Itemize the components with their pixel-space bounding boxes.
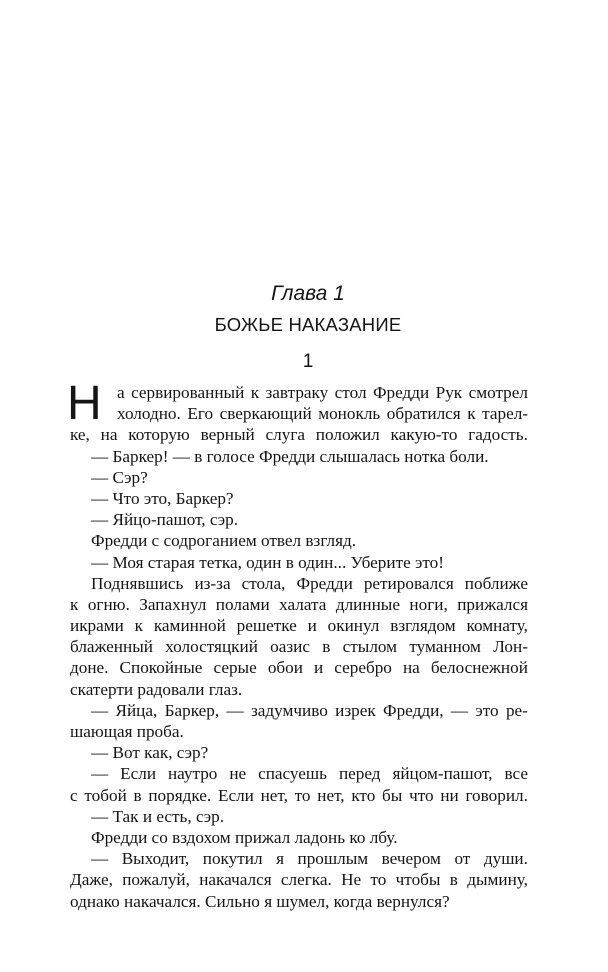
word: то (294, 785, 311, 805)
word: к (134, 616, 144, 636)
word: задумчиво (250, 700, 328, 720)
word: нет, (317, 785, 345, 805)
word: комнату, (466, 616, 528, 636)
word: к (250, 383, 260, 402)
word: прижался (457, 594, 528, 614)
word: икрами (70, 616, 124, 636)
word: белоснежной (430, 658, 528, 678)
word: обои (267, 658, 303, 678)
word: слегка. (280, 870, 332, 890)
word: то (370, 870, 387, 890)
word: вечером (381, 849, 441, 869)
word: ноги, (409, 594, 448, 614)
word: из-за (194, 573, 231, 593)
text-line-14 (70, 657, 528, 678)
word: ре- (505, 700, 528, 720)
word: поближе (464, 573, 528, 593)
word: и (307, 616, 317, 636)
word: Не (341, 870, 362, 890)
word: бы (382, 785, 403, 805)
word: серые (213, 658, 257, 678)
word: Даже, (70, 870, 113, 890)
word: Его (187, 404, 214, 424)
word: сервированный (131, 383, 245, 402)
text-line-16 (70, 700, 528, 721)
word: — (91, 849, 109, 869)
chapter-label: Глава 1 (271, 282, 345, 305)
word: ретировался (363, 573, 454, 593)
text-line-11 (70, 594, 528, 615)
word: решетке (236, 616, 297, 636)
word: которую (128, 425, 190, 445)
word: Выходит, (121, 849, 190, 869)
word: огню. (87, 594, 130, 614)
word: Поднявшись (91, 573, 184, 593)
word: гадость. (468, 425, 528, 445)
word: Фредди, (383, 700, 444, 720)
word: наутро (167, 764, 218, 784)
word: стола, (241, 573, 286, 593)
word: порядке. (148, 785, 212, 805)
word: Фредди (296, 573, 353, 593)
word: чтобы (395, 870, 441, 890)
word: длинные (335, 594, 400, 614)
text-line-4: — Баркер! — в голосе Фредди слышалась нотка боли. (91, 446, 489, 466)
word: и (314, 658, 324, 678)
word: сверкающий (219, 404, 312, 424)
text-line-15: скатерти радовали глаз. (70, 679, 243, 699)
word: окинул (327, 616, 380, 636)
word: верный (200, 425, 255, 445)
word: Спокойные (119, 658, 203, 678)
word: кто (351, 785, 376, 805)
word: дымину, (467, 870, 528, 890)
text-line-1 (70, 382, 528, 403)
word: блаженный (70, 637, 153, 657)
text-line-8: Фредди с содроганием отвел взгляд. (91, 531, 357, 551)
text-line-9: — Моя старая тетка, один в один... Уберите это! (91, 552, 444, 572)
word: яйцом-пашот, (392, 764, 493, 784)
text-line-22: Фредди со вздохом прижал ладонь ко лбу. (91, 827, 398, 847)
chapter-body-text (67, 377, 528, 912)
word: прошлым (297, 849, 369, 869)
word: — (91, 764, 109, 784)
word: Если (217, 785, 254, 805)
word: положил (315, 425, 380, 445)
word: стол (334, 383, 367, 402)
text-line-18: — Вот как, сэр? (91, 743, 209, 763)
text-line-17: шающая проба. (70, 722, 184, 741)
word: все (504, 764, 528, 784)
word: я (276, 849, 284, 869)
text-line-13 (70, 636, 528, 657)
text-line-24 (70, 869, 528, 890)
text-line-25: однако накачался. Сильно я шумел, когда вернулся? (70, 891, 450, 911)
word: души. (483, 849, 528, 869)
word: серебро (334, 658, 392, 678)
text-line-19 (70, 763, 528, 784)
text-line-6: — Что это, Баркер? (91, 488, 234, 508)
word: доне. (70, 658, 109, 678)
text-line-2 (70, 403, 528, 424)
word: Лон- (493, 637, 528, 657)
word: Яйца, (115, 700, 158, 720)
word: Запахнул (139, 594, 207, 614)
word: тобой (84, 785, 127, 805)
word: от (454, 849, 471, 869)
word: пожалуй, (122, 870, 190, 890)
word: накачался (199, 870, 272, 890)
word: ке, (70, 425, 90, 445)
text-line-21: — Так и есть, сэр. (91, 806, 225, 826)
word: холодно. (117, 404, 181, 424)
word: в (133, 785, 142, 805)
word: нет, (260, 785, 288, 805)
word: халата (279, 594, 327, 614)
text-line-20 (70, 785, 528, 806)
word: что (409, 785, 434, 805)
word: полами (215, 594, 270, 614)
word: какую-то (390, 425, 458, 445)
word: Фредди (372, 383, 430, 402)
word: стылом (342, 637, 398, 657)
word: это (475, 700, 499, 720)
chapter-title: БОЖЬЕ НАКАЗАНИЕ (214, 314, 402, 335)
word: завтраку (265, 383, 329, 402)
word: холостяцкий (165, 637, 258, 657)
text-line-3 (70, 424, 528, 445)
word: каминной (153, 616, 226, 636)
word: изрек (335, 700, 376, 720)
word: оазис (270, 637, 310, 657)
text-line-23 (70, 848, 528, 869)
word: смотрел (468, 383, 528, 402)
word: монокль (318, 404, 381, 424)
word: взглядом (390, 616, 456, 636)
word: не (229, 764, 247, 784)
word: на (402, 658, 420, 678)
word: туманном (409, 637, 481, 657)
word: Если (120, 764, 157, 784)
word: ни (440, 785, 459, 805)
text-line-5: — Сэр? (91, 467, 148, 487)
word: к (467, 404, 476, 424)
section-number: 1 (302, 351, 314, 372)
word: обратился (386, 404, 461, 424)
word: — (450, 700, 469, 720)
text-line-12 (70, 615, 528, 636)
text-line-10 (70, 573, 528, 594)
word: к (70, 594, 79, 614)
word: Баркер, (164, 700, 220, 720)
word: в (449, 870, 458, 890)
word: спасуешь (258, 764, 328, 784)
word: говорил. (465, 785, 528, 805)
word: в (322, 637, 331, 657)
drop-cap-letter: Н (67, 377, 102, 430)
word: с (70, 785, 78, 805)
word: на (100, 425, 118, 445)
word: а (117, 383, 125, 402)
word: перед (338, 764, 381, 784)
word: покутил (202, 849, 263, 869)
word: тарел- (482, 404, 528, 424)
word: — (226, 700, 244, 720)
word: Рук (435, 383, 463, 402)
word: слуга (265, 425, 306, 445)
word: — (91, 700, 109, 720)
text-line-7: — Яйцо-пашот, сэр. (91, 510, 239, 530)
